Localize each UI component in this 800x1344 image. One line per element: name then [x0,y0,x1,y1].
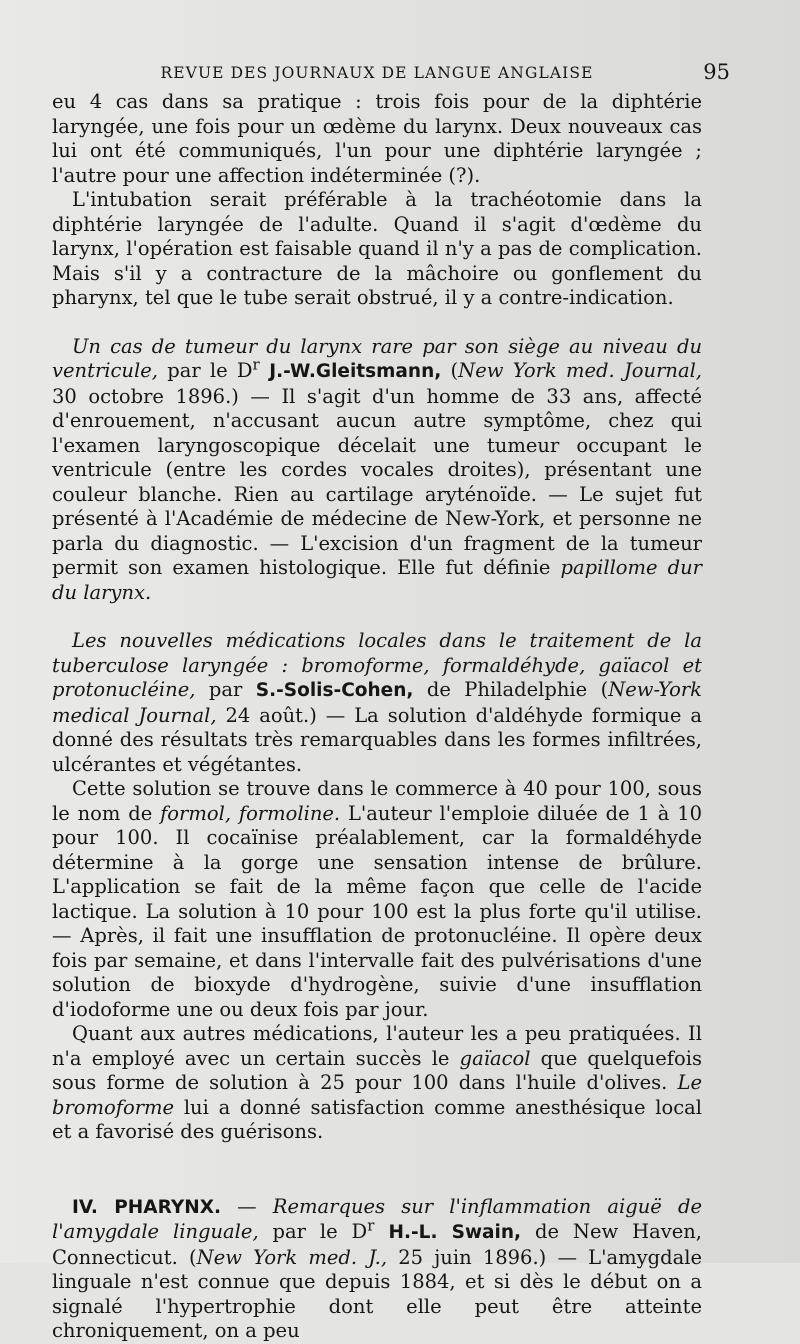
article-place: de Philadelphie ( [413,678,609,701]
article-source: New York med. Journal, [458,359,703,382]
text-run: — [221,1194,273,1218]
section-heading: IV. PHARYNX. [72,1196,221,1218]
paragraph-formol [52,777,702,1022]
article-author: J.-W.Gleitsmann, [259,361,442,382]
article-byline: par le D [157,359,253,382]
running-header [52,60,730,86]
drug-gaiacol: gaïacol [459,1046,531,1070]
article-place: de New Haven, Connecticut. ( [52,1220,703,1269]
source-open: ( [441,359,459,382]
text-run: Cette solution se trouve dans le commerce à 40 pour 100, sous le nom de [52,777,702,825]
article-source: New-York medical Journal, [52,678,702,727]
text-run: lui a donné satisfaction comme anesthésique local et a favorisé des guérisons. [52,1095,702,1143]
paragraph-continuation: eu 4 cas dans sa pratique : trois fois pour de la diphtérie laryngée, une fois pour un œdème du larynx. Deux nouveaux cas lui ont été communiqués, l'un pour une diphtérie laryngée ; l'autre pour une affection indéterminée (?). [52,90,702,187]
article-solis-cohen [52,629,702,777]
article-title: Les nouvelles médications locales dans le traitement de la tuberculose laryngée : bromoforme, formaldéhyde, gaïacol et protonucléine, [52,629,702,701]
text-run: L'auteur l'emploie diluée de 1 à 10 pour 100. Il cocaïnise préalablement, car la formaldéhyde détermine à la gorge une sensation intense de brûlure. L'application se fait de la même façon que celle de l'acide lactique. La solution à 10 pour 100 est la plus forte qu'il utilise. — Après, il fait une insufflation de protonucléine. Il opère deux fois par semaine, et dans l'intervalle fait des pulvérisations d'une solution de bioxyde d'hydrogène, suivie d'une insufflation d'iodoforme une ou deux fois par jour. [52,801,703,1021]
drug-bromoforme: Le bromoforme [52,1071,702,1119]
article-author: S.-Solis-Cohen, [255,680,414,701]
article-body: 25 juin 1896.) — L'amygdale linguale n'est connue que depuis 1884, et si dès le début on a signalé l'hypertrophie dont elle peut être atteinte chroniquement, on a peu [52,1245,702,1342]
paragraph-intubation: L'intubation serait préférable à la trachéotomie dans la diphtérie laryngée de l'adulte. Quand il s'agit d'œdème du larynx, l'opération est faisable quand il n'y a pas de complication. Mais s'il y a contracture de la mâchoire ou gonflement du pharynx, tel que le tube serait obstrué, il y a contre-indication. [52,188,702,309]
drug-names: formol, formoline. [160,801,341,825]
article-byline: par [195,678,256,701]
article-byline: par le D [258,1220,368,1243]
dr-superscript: r [367,1216,375,1235]
article-body: 30 octobre 1896.) — Il s'agit d'un homme de 33 ans, affecté d'enrouement, n'accusant aucun autre symptôme, chez qui l'examen laryngoscopique décelait une tumeur occupant le ventricule (entre les cordes vocales droites), présentant une couleur blanche. Rien au cartilage aryténoïde. — Le sujet fut présenté à l'Académie de médecine de New-York, et personne ne parla du diagnostic. — L'excision d'un fragment de la tumeur permit son examen histologique. Elle fut définie [52,384,702,579]
article-body: 24 août.) — La solution d'aldéhyde formique a donné des résultats très remarquables dans les formes infiltrées, ulcérantes et végétantes. [52,703,703,776]
section-pharynx [52,1195,702,1344]
article-gleitsmann [52,335,702,606]
body-text [52,90,702,1344]
paragraph-other-medications [52,1022,702,1145]
article-title: Un cas de tumeur du larynx rare par son siège au niveau du ventricule, [52,334,702,382]
page-number: 95 [703,60,730,84]
text-run: Quant aux autres médications, l'auteur les a peu pratiquées. Il n'a employé avec un certain succès le [52,1022,702,1070]
article-title: Remarques sur l'inflammation aiguë de l'amygdale linguale, [52,1194,702,1243]
article-author: H.-L. Swain, [374,1222,522,1243]
article-source: New York med. J., [196,1245,388,1269]
text-run: que quelquefois sous forme de solution à 25 pour 100 dans l'huile d'olives. [52,1046,702,1094]
journal-title: REVUE DES JOURNAUX DE LANGUE ANGLAISE [160,64,594,82]
dr-superscript: r [252,355,260,374]
article-conclusion: papillome dur du larynx. [52,556,702,604]
